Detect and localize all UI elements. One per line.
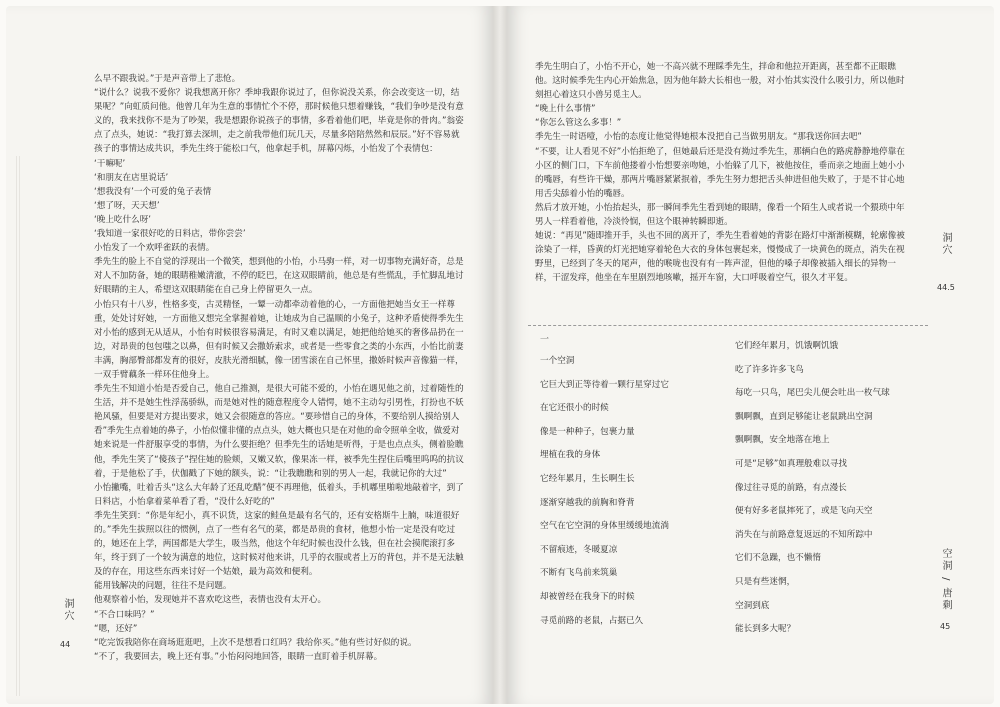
poem-line: 空气在它空洞的身体里缓缓地流淌 bbox=[540, 521, 669, 532]
paragraph: “不合口味吗？” bbox=[94, 609, 155, 620]
section-divider bbox=[528, 325, 928, 326]
paragraph: “不了，我要回去，晚上还有事。”小怡闷闷地回答，眼睛一直盯着手机屏幕。 bbox=[94, 651, 383, 662]
poem-left-column bbox=[540, 350, 730, 633]
poem-line: 埋植在我的身体 bbox=[540, 450, 601, 461]
paragraph: ‘我知道一家很好吃的日料店，带你尝尝’ bbox=[94, 229, 246, 240]
poem-line: 它们经年累月，饥饿啊饥饿 bbox=[735, 341, 839, 351]
paragraph: 季先生不知道小怡是否爱自己，他自己推测，是很大可能不爱的，小怡在遇见他之前，过着随性的生活，并不是她生性浮荡骄纵，而是她对性的随意程度令人错愕，她不主动勾引男性，打扮也不妖艳风骚，但要是对方提出要求，她又会很随意的答应。“要珍惜自己的身体，不要给别人摸给别人看”季先生点着她的鼻子，小怡似懂非懂的点点头，她大概也只是在对他的命令照单全收，做爱对她来说是一件舒服享受的事情，为什么要拒绝？但季先生的话她是听得，于是也点点头，侧着脸瞧他，季先生笑了“傻孩子”捏住她的脸颊，又嫩又软，像果冻一样，被季先生捏住后嘴里呜呜的抗议着，于是他松了手，伏伽戳了下她的额头，说：“让我瞧瞧和别的男人一起，我就记你的大过” bbox=[94, 384, 464, 479]
poem-line: 不留痕迹，冬暖夏凉 bbox=[540, 544, 618, 555]
poem-line: 却被曾经在我身下的时候 bbox=[540, 591, 635, 602]
paragraph: ‘干嘛呢’ bbox=[94, 158, 126, 169]
page-edge bbox=[16, 156, 22, 696]
poem-line: 便有好多老鼠摔死了，或是飞向天空 bbox=[735, 506, 873, 517]
paragraph: 他观察着小怡，发现她并不喜欢吃这些，表情也没有太开心。 bbox=[94, 595, 327, 606]
poem-line: 吃了许多许多飞鸟 bbox=[735, 364, 804, 375]
poem-line: 像是一种种子，包裹力量 bbox=[540, 426, 635, 437]
paragraph: “晚上什么事情” bbox=[535, 104, 596, 115]
poem-line: 一个空洞 bbox=[540, 356, 575, 366]
poem-line: 消失在与前路意复返远的不知所踪中 bbox=[735, 529, 873, 540]
poem-line: 只是有些迷惘， bbox=[735, 576, 796, 587]
poem-line: 它经年累月，生长啊生长 bbox=[540, 473, 635, 484]
poem-line: 空洞到底 bbox=[735, 600, 770, 611]
left-page-text bbox=[94, 72, 466, 664]
paragraph: “吃完饭我陪你在商场逛逛吧，上次不是想看口红吗？我给你买。”他有些讨好似的说。 bbox=[94, 637, 417, 648]
running-head-right: 洞穴 bbox=[940, 232, 951, 256]
paragraph: 季先生笑到：“你是年纪小，真不识货，这家的鲑鱼是最有名气的，还有安格斯牛上腩，味道很好的。”季先生拔照以往的惯例，点了一些有名气的菜，都是昂贵的食材，他想小怡一定是没有吃过的，她还在上学，两国都是大学生，吸当然，他这个年纪时候也没什么钱，但在社会摸爬滚打多年，终于到了一个较为满意的地位，这时候对他来讲，几乎的衣服或者上万的背包，并不是无法触及的存在，用这些东西来讨好一个姑娘，最为高效和便利。 bbox=[94, 510, 464, 578]
poem-line: 飘啊飘，安全地落在地上 bbox=[735, 435, 830, 446]
paragraph: ‘想了呀，天天想’ bbox=[94, 200, 160, 211]
paragraph: “说什么？说我不爱你？说我想离开你？季坤我跟你说过了，但你说没关系，你会改变这一切，结果呢？”向虹质问他。他曾几年为生意的事情忙个不停，那时候他只想着赚钱，“我们争吵是没有意义的，我来找你不是为了吵架，我是想跟你说孩子的事情，多看着他们吧，毕竟是你的骨肉。”翁姿点了点头，她说：“我打算去深圳，走之前我带他们玩几天，尽量多陪陪然然和辰辰。”好不容易就孩子的事情达成共识，季先生终于能松口气，他拿起手机，屏幕闪烁，小怡发了个表情包： bbox=[94, 88, 464, 155]
paragraph: “不要，让人看见不好”小怡拒绝了，但她最后还是没有拗过季先生，那辆白色的路虎静静地停靠在小区的侧门口，下车前他搂着小怡想要亲吻她，小怡躲了几下，被他按住，垂而亲之地面上她小小的嘴唇，有些许干燥，那两片嘴唇紧紧抿着，季先生努力想把舌头伸进但他失败了，于是不甘心地用舌尖舔着小怡的嘴唇。 bbox=[535, 146, 905, 199]
paragraph: 她说：“再见”随即推开手，头也不回的离开了，季先生看着她的背影在路灯中渐渐模糊，轮廓像被涂染了一样，昏黄的灯光把她穿着轮色大衣的身体包裹起来，慢慢成了一块黄色的斑点，消失在视野里，已经到了冬天的尾声，他的喉咙也没有有一阵声涩，但他的嗓子却像被插入细长的异物一样，干涩发痒，他坐在车里剧烈地咳嗽，摇开车窗，大口呼吸着空气，很久才平复。 bbox=[535, 231, 905, 284]
paragraph: 小怡发了一个欢呼雀跃的表情。 bbox=[94, 243, 215, 254]
page-number-right: 45 bbox=[940, 622, 951, 631]
poem-line: 寻觅前路的老鼠，占据已久 bbox=[540, 615, 644, 626]
paragraph: 季先生明白了，小怡不开心，她一不高兴就不理睬季先生，拌命和他拉开距离，甚至都不正眼瞧他。这时候季先生内心开始焦急，因为他年龄大长相也一般，对小怡其实没什么吸引力，所以他时刻担心着这只小兽另觅主人。 bbox=[535, 62, 905, 101]
poem-line: 它们不急躁，也不懒惰 bbox=[735, 553, 821, 564]
paragraph: 然后才放开她，小怡抬起头，那一瞬间季先生看到她的眼睛，像看一个陌生人或者说一个猥琐中年男人一样看着他，冷淡怜悯，但这个眼神转瞬即逝。 bbox=[535, 202, 905, 228]
paragraph: 小怡撇嘴，吐着舌头“这么大年龄了还乱吃醋”便不再理他，低着头，手机嘟里啪啦地敲着字，到了日料店，小怡拿着菜单看了看，“没什么好吃的” bbox=[94, 482, 464, 507]
paragraph: “嗯，还好” bbox=[94, 623, 138, 634]
paragraph: 么早不跟我说。”于是声音带上了悲怆。 bbox=[94, 74, 241, 84]
paragraph: 能用钱解决的问题，往往不是问题。 bbox=[94, 581, 232, 592]
poem-line: 在它还很小的时候 bbox=[540, 403, 609, 414]
paragraph: “你怎么管这么多事！” bbox=[535, 118, 622, 129]
poem-line: 像过往寻觅的前路，有点漫长 bbox=[735, 482, 847, 493]
poem-line: 能长到多大呢？ bbox=[735, 624, 796, 635]
paragraph: ‘和朋友在店里说话’ bbox=[94, 172, 169, 183]
side-title: 空洞 / 唐剩 bbox=[940, 548, 951, 612]
paragraph: 季先生一时语噎，小怡的态度让他觉得她根本没把自己当做男朋友。“那我送你回去吧” bbox=[535, 132, 862, 143]
paragraph: 季先生的脸上不自觉的浮现出一个微笑，想到他的小怡，小马驹一样，对一切事物充满好奇，总是对人不加防备，她的眼睛稚嫩清澈，不停的眨巴，在这双眼睛前，他总是有些慌乱，手忙脚乱地讨好眼睛的主人，希望这双眼睛能在自己身上停留更久一点。 bbox=[94, 257, 464, 296]
poem-line: 它巨大到正等待着一颗行星穿过它 bbox=[540, 379, 669, 390]
poem-line: 不断有飞鸟前来筑巢 bbox=[540, 568, 618, 579]
poem-line: 每吃一只鸟，尾巴尖儿便会吐出一枚气球 bbox=[735, 388, 890, 399]
page-number-left: 44 bbox=[60, 640, 71, 649]
poem-right-column bbox=[735, 335, 925, 642]
paragraph: 小怡只有十八岁，性格多变，古灵精怪，一颦一动都牵动着他的心，一方面他把她当女王一样尊重，处处讨好她，一方面他又想完全掌握着她，让她成为自己温顺的小兔子，这种矛盾使得季先生对小怡的感到无从适从，小怡有时候很容易满足，有时又难以满足，她把他给她买的奢侈品扔在一边，对昂贵的包包嗤之以鼻，但有时候又会撒娇索求，或者是一些零食之类的小东西，小怡比前妻丰满，胸部臀部都发育的很好，皮肤光滑细腻，像一团雪滚在自己怀里，撒娇时候声音像猫一样，一双手臂藕条一样环住他身上。 bbox=[94, 299, 464, 380]
page-number-side: 44.5 bbox=[937, 283, 955, 292]
poem-line: 飘啊飘，直到足够能让老鼠跳出空洞 bbox=[735, 411, 873, 422]
book-gutter bbox=[493, 6, 507, 704]
right-page-text bbox=[535, 60, 911, 286]
paragraph: ‘想我没有’一个可爱的兔子表情 bbox=[94, 186, 212, 197]
running-head-left: 洞穴 bbox=[62, 598, 73, 622]
divider-mark: 一 bbox=[540, 335, 550, 345]
paragraph: ‘晚上吃什么呀’ bbox=[94, 214, 152, 225]
poem-line: 逐渐穿越我的前胸和脊背 bbox=[540, 497, 635, 508]
poem-line: 可是“足够”如真理般难以寻找 bbox=[735, 458, 848, 469]
